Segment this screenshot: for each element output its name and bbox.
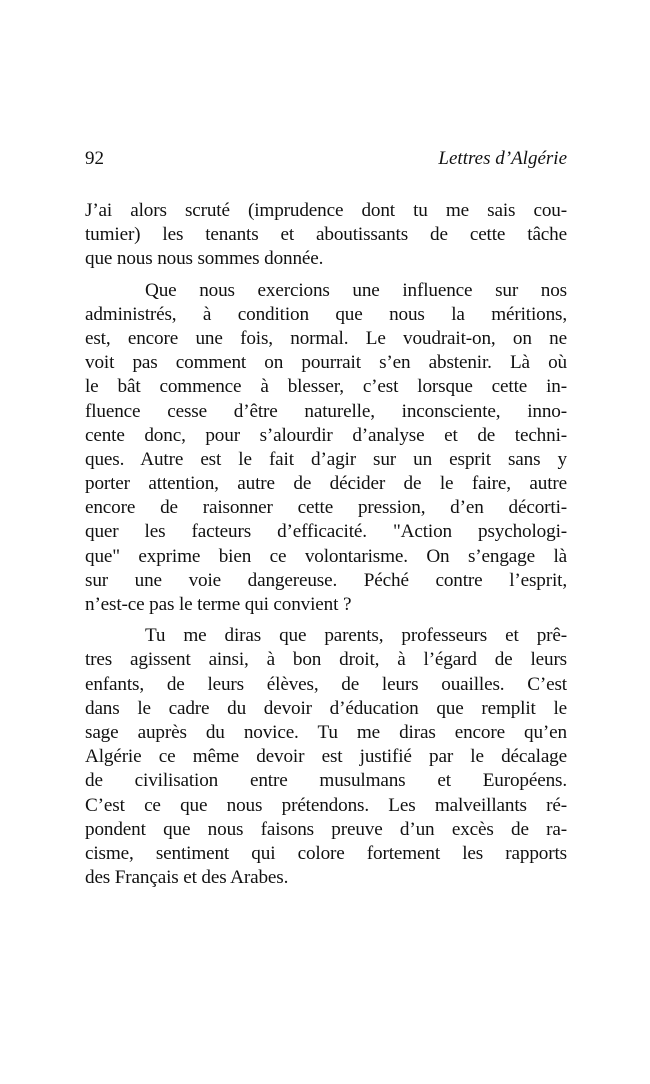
- text-line: ques. Autre est le fait d’agir sur un esprit sans y: [85, 448, 567, 470]
- text-line: tumier) les tenants et aboutissants de cette tâche: [85, 224, 567, 246]
- paragraph-3: [85, 624, 567, 890]
- text-line: sur une voie dangereuse. Péché contre l’esprit,: [85, 569, 567, 591]
- text-line: Que nous exercions une influence sur nos: [145, 279, 567, 301]
- text-line: fluence cesse d’être naturelle, inconsciente, inno-: [85, 400, 567, 422]
- text-line: J’ai alors scruté (imprudence dont tu me sais cou-: [85, 200, 567, 221]
- text-line: Tu me diras que parents, professeurs et prê-: [145, 625, 567, 647]
- text-line: quer les facteurs d’efficacité. "Action psychologi-: [85, 521, 567, 543]
- paragraph-1: [85, 199, 567, 272]
- text-line: pondent que nous faisons preuve d’un excès de ra-: [85, 818, 567, 840]
- text-line: le bât commence à blesser, c’est lorsque cette in-: [85, 376, 567, 398]
- text-line: C’est ce que nous prétendons. Les malveillants ré-: [85, 794, 567, 816]
- text-line: que nous nous sommes donnée.: [85, 248, 324, 270]
- page-number: 92: [85, 148, 104, 169]
- text-line: tres agissent ainsi, à bon droit, à l’égard de leurs: [85, 649, 567, 671]
- text-line: cente donc, pour s’alourdir d’analyse et de techni-: [85, 424, 567, 446]
- text-line: n’est-ce pas le terme qui convient ?: [85, 594, 352, 615]
- running-title: Lettres d’Algérie: [438, 148, 567, 169]
- text-line: sage auprès du novice. Tu me diras encore qu’en: [85, 721, 567, 743]
- text-line: enfants, de leurs élèves, de leurs ouailles. C’est: [85, 673, 567, 695]
- text-line: encore de raisonner cette pression, d’en décorti-: [85, 497, 567, 519]
- text-line: dans le cadre du devoir d’éducation que remplit le: [85, 697, 567, 719]
- text-line: des Français et des Arabes.: [85, 867, 289, 889]
- page-header: [85, 146, 567, 176]
- body-text: [85, 199, 567, 890]
- text-line: est, encore une fois, normal. Le voudrait-on, on ne: [85, 327, 567, 349]
- text-line: Algérie ce même devoir est justifié par le décalage: [85, 746, 567, 768]
- text-line: que" exprime bien ce volontarisme. On s’engage là: [85, 545, 567, 567]
- text-line: porter attention, autre de décider de le faire, autre: [85, 473, 567, 495]
- paragraph-2: [85, 279, 567, 618]
- text-line: voit pas comment on pourrait s’en abstenir. Là où: [85, 352, 567, 374]
- text-line: cisme, sentiment qui colore fortement les rapports: [85, 842, 567, 864]
- text-line: de civilisation entre musulmans et Européens.: [85, 770, 567, 792]
- text-line: administrés, à condition que nous la méritions,: [85, 303, 567, 325]
